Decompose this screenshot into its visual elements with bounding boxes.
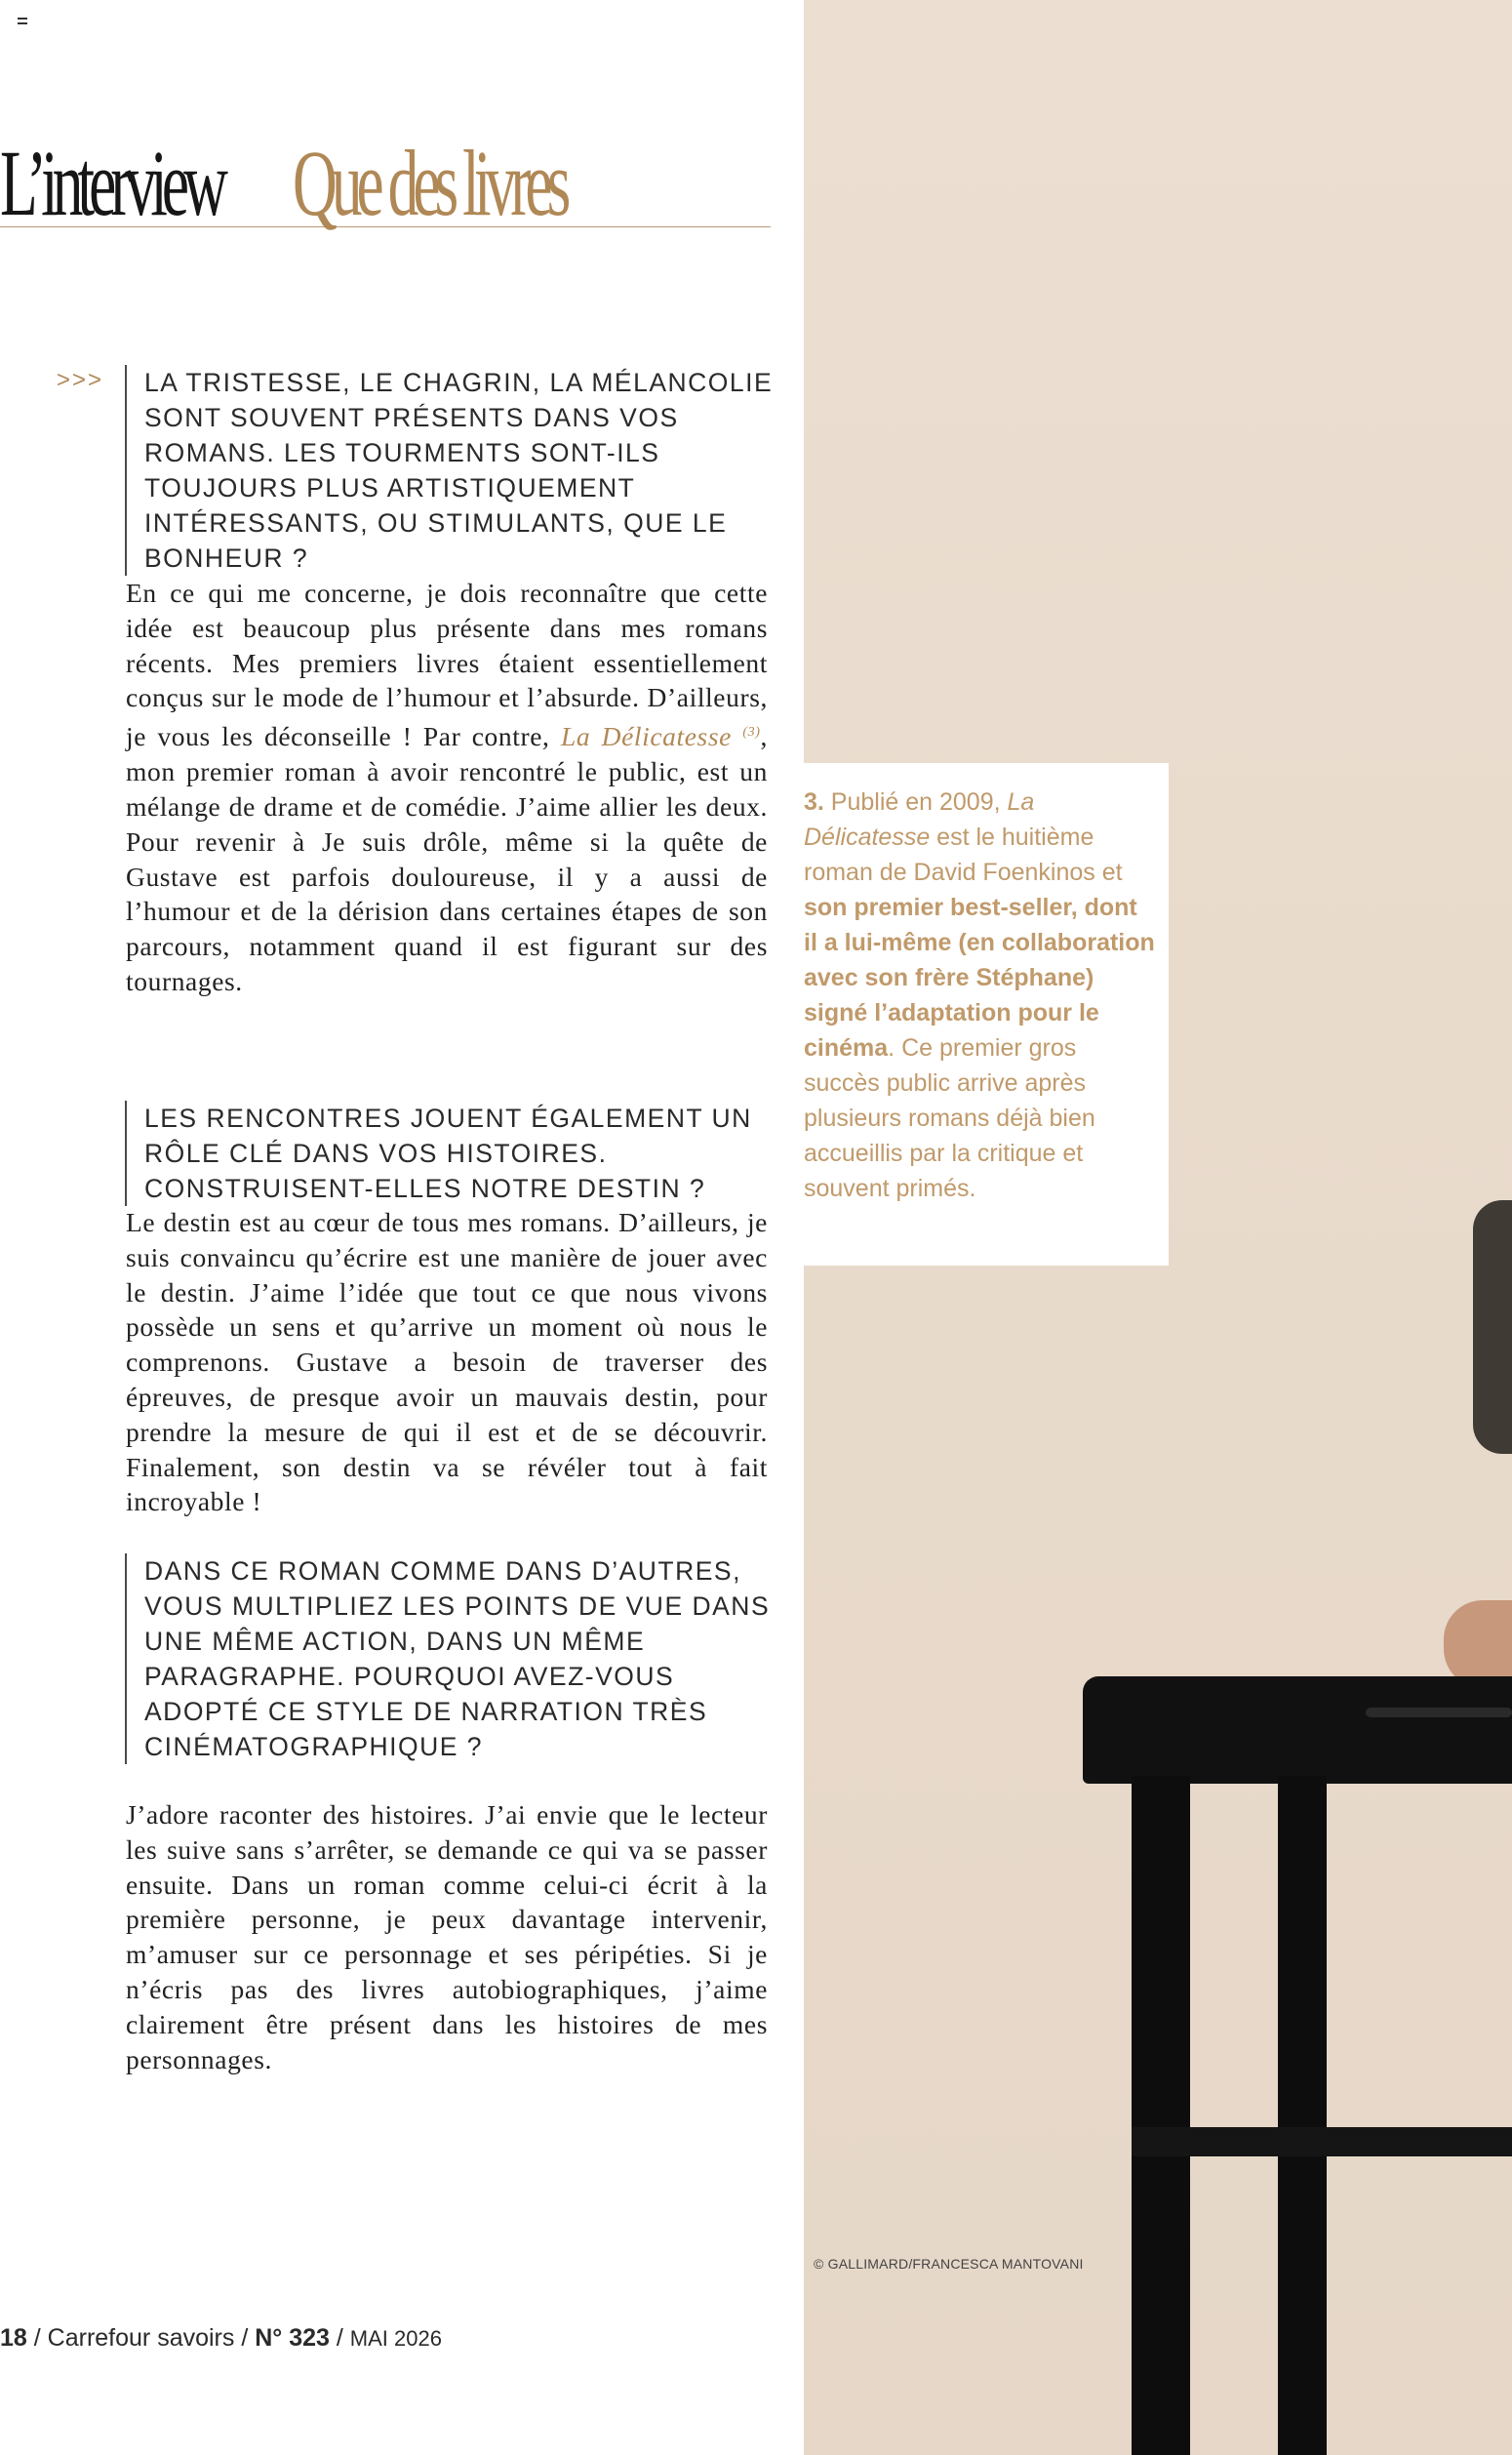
page-title: [0, 129, 771, 235]
issue-date: MAI 2026: [349, 2326, 442, 2351]
stool-leg: [1132, 1776, 1190, 2455]
answer-3: J’adore raconter des histoires. J’ai envie que le lecteur les suive sans s’arrêter, se demande ce qui va se passer ensuite. Dans un roman comme celui-ci écrit à la première personne, je peux davantage intervenir, m’amuser sur ce personnage et ses péripéties. Si je n’écris pas des livres autobiographiques, j’aime clairement être présent dans les histoires de mes personnages.: [126, 1799, 768, 2074]
issue-number: N° 323: [255, 2324, 330, 2352]
answer-1: [126, 576, 768, 999]
footnote-text-3: . Ce premier gros succès public arrive après plusieurs romans déjà bien accueillis par la critique et souvent primés.: [804, 1034, 1095, 1202]
answer-1-text: En ce qui me concerne, je dois reconnaître que cette idée est beaucoup plus présente dans mes romans récents. Mes premiers livres étaient essentiellement conçus sur le mode de l’humour et l’absurde. D’ailleurs, je vous les déconseille ! Par contre,: [126, 578, 768, 752]
footnote-bold: son premier best-seller, dont il a lui-même (en collaboration avec son frère Stéphane) signé l’adaptation pour le cinéma: [804, 894, 1155, 1062]
answer-2: Le destin est au cœur de tous mes romans. D’ailleurs, je suis convaincu qu’écrire est une manière de jouer avec le destin. J’aime l’idée que tout ce que nous vivons possède un sens et qu’arrive un moment où nous le comprenons. Gustave a besoin de traverser des épreuves, de presque avoir un mauvais destin, pour prendre la mesure de qui il est et de se découvrir. Finalement, son destin va se révéler tout à fait incroyable !: [126, 1207, 768, 1517]
magazine-name: Carrefour savoirs: [47, 2324, 235, 2352]
stool-seat: [1083, 1676, 1512, 1784]
footnote-book: La Délicatesse: [804, 788, 1035, 851]
footnote-ref: (3): [742, 725, 761, 741]
footnote-text-1: Publié en 2009,: [823, 788, 1008, 816]
title-interview: L’interview: [0, 131, 222, 235]
footnote-text-2: est le huitième roman de David Foenkinos et: [804, 824, 1123, 886]
question-1: LA TRISTESSE, LE CHAGRIN, LA MÉLANCOLIE SONT SOUVENT PRÉSENTS DANS VOS ROMANS. LES TOURMENTS SONT-ILS TOUJOURS PLUS ARTISTIQUEMENT INTÉRESSANTS, OU STIMULANTS, QUE LE BONHEUR ?: [125, 365, 788, 576]
footnote-number: 3.: [804, 788, 824, 816]
stool-leg: [1278, 1776, 1327, 2455]
page-number: 18: [0, 2324, 27, 2352]
footnote-text: [788, 763, 1169, 1206]
photo-sleeve: [1473, 1200, 1512, 1454]
answer-1-text-end: , mon premier roman à avoir rencontré le public, est un mélange de drame et de comédie. J’aime allier les deux. Pour revenir à Je suis drôle, même si la quête de Gustave est parfois douloureuse, il y a aussi de l’humour et de la dérision dans certaines étapes de son parcours, notamment quand il est figurant sur des tournages.: [126, 721, 769, 996]
title-section: Que des livres: [293, 131, 566, 235]
menu-icon[interactable]: [18, 18, 27, 27]
stool-slot: [1366, 1708, 1512, 1717]
footnote-box: [788, 763, 1169, 1266]
photo-hand: [1444, 1600, 1512, 1688]
stool-rail: [1132, 2127, 1512, 2156]
book-title: La Délicatesse: [560, 721, 732, 752]
page-footer: 18 / Carrefour savoirs / N° 323 / MAI 2026: [0, 2324, 442, 2352]
question-3: DANS CE ROMAN COMME DANS D’AUTRES, VOUS MULTIPLIEZ LES POINTS DE VUE DANS UNE MÊME ACTION, DANS UN MÊME PARAGRAPHE. POURQUOI AVEZ-VOUS ADOPTÉ CE STYLE DE NARRATION TRÈS CINÉMATOGRAPHIQUE ?: [125, 1553, 788, 1764]
continuation-marker: >>>: [57, 367, 104, 393]
photo-credit: © GALLIMARD/FRANCESCA MANTOVANI: [814, 2256, 1084, 2272]
question-2: LES RENCONTRES JOUENT ÉGALEMENT UN RÔLE CLÉ DANS VOS HISTOIRES. CONSTRUISENT-ELLES NOTRE DESTIN ?: [125, 1101, 788, 1206]
